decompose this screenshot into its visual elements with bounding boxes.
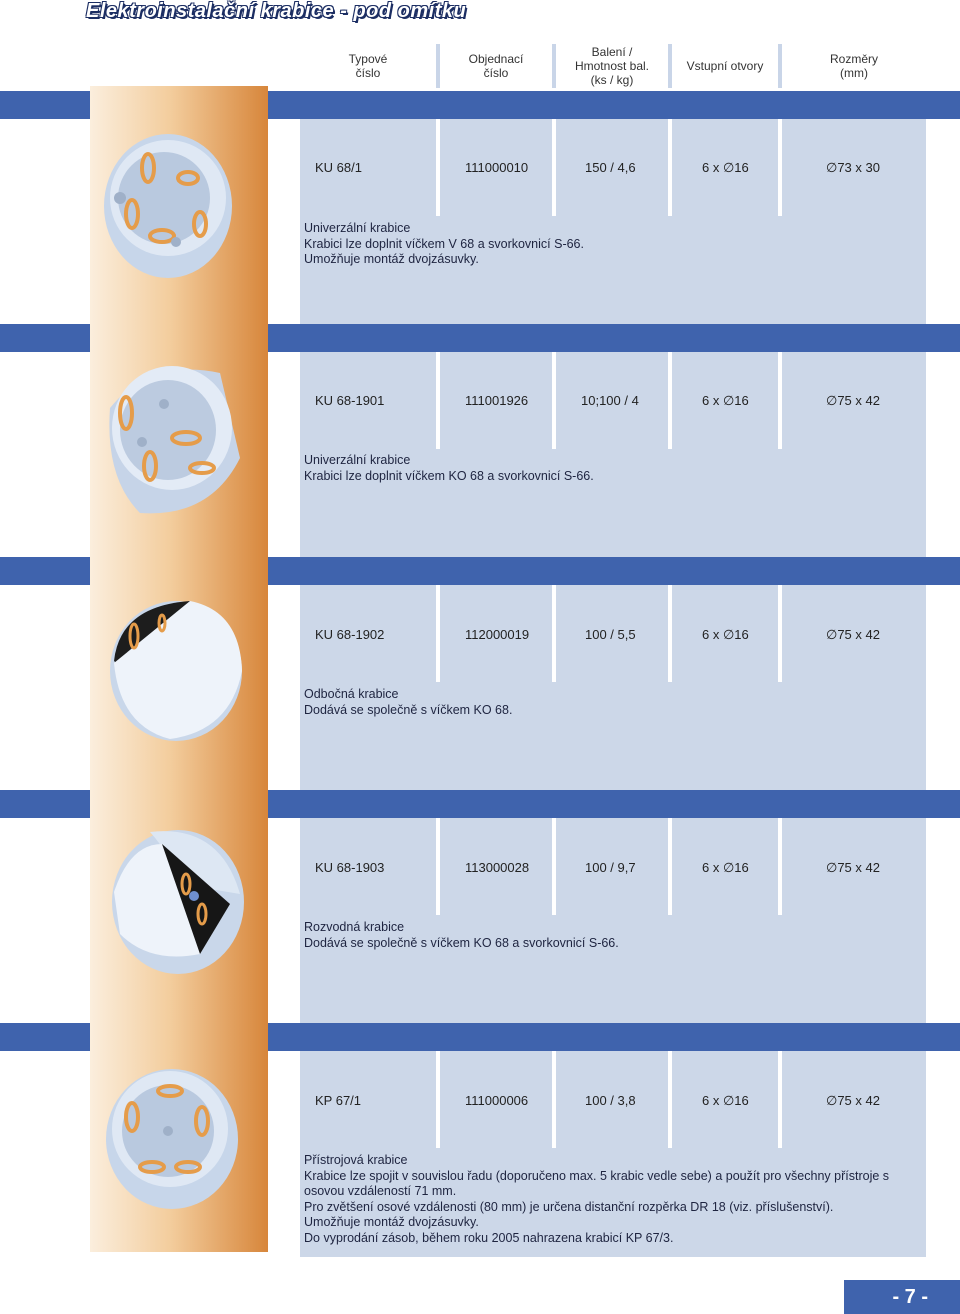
column-divider [552, 352, 556, 449]
product-description [304, 920, 919, 951]
packaging: 100 / 5,5 [585, 627, 636, 642]
packaging: 10;100 / 4 [581, 393, 639, 408]
description-line: Univerzální krabice [304, 453, 411, 467]
product-photo [90, 318, 268, 553]
type-number: KP 67/1 [315, 1093, 362, 1108]
column-divider [436, 1051, 440, 1148]
type-number: KU 68-1903 [315, 860, 385, 875]
page-title: Elektroinstalační krabice - pod omítku [86, 0, 467, 22]
column-divider [668, 585, 672, 682]
description-line: Univerzální krabice [304, 221, 411, 235]
description-line: Krabici lze doplnit víčkem V 68 a svorkovnicí S-66. [304, 236, 584, 251]
order-number: 111001926 [465, 393, 529, 408]
column-divider [778, 585, 782, 682]
product-photo [90, 551, 268, 786]
header-inlets: Vstupní otvory [686, 59, 764, 73]
packaging: 100 / 3,8 [585, 1093, 636, 1108]
column-divider [668, 352, 672, 449]
column-divider [778, 119, 782, 216]
description-line: Do vyprodání zásob, během roku 2005 nahrazena krabicí KP 67/3. [304, 1230, 674, 1245]
description-line: Krabici lze doplnit víčkem KO 68 a svorkovnicí S-66. [304, 468, 594, 483]
type-number: KU 68-1901 [315, 393, 385, 408]
dimensions: ∅75 x 42 [826, 860, 880, 875]
type-number: KU 68-1902 [315, 627, 385, 642]
product-photo [90, 784, 268, 1019]
description-line: Pro zvětšení osové vzdálenosti (80 mm) je určena distanční rozpěrka DR 18 (viz. příslušenství). [304, 1199, 834, 1214]
order-number: 111000006 [465, 1093, 529, 1108]
header-order-number: Objednací číslo [468, 52, 524, 80]
column-divider [436, 585, 440, 682]
inlets: 6 x ∅16 [702, 860, 749, 875]
description-line: Odbočná krabice [304, 687, 399, 701]
packaging: 150 / 4,6 [585, 160, 636, 175]
product-description [304, 687, 919, 718]
packaging: 100 / 9,7 [585, 860, 636, 875]
order-number: 111000010 [465, 160, 529, 175]
header-type-number: Typové číslo [348, 52, 388, 80]
description-line: Umožňuje montáž dvojzásuvky. [304, 252, 479, 266]
description-line: Přístrojová krabice [304, 1153, 408, 1167]
column-divider [778, 352, 782, 449]
header-dimensions: Rozměry (mm) [829, 52, 878, 80]
column-divider [552, 818, 556, 915]
product-description [304, 1153, 919, 1246]
product-description [304, 221, 919, 268]
column-divider [668, 119, 672, 216]
header-packaging: Balení / Hmotnost bal. (ks / kg) [574, 45, 650, 87]
product-description [304, 453, 919, 484]
description-line: Dodává se společně s víčkem KO 68 a svorkovnicí S-66. [304, 935, 619, 950]
column-divider [552, 585, 556, 682]
description-line: Dodává se společně s víčkem KO 68. [304, 702, 513, 717]
column-divider [436, 119, 440, 216]
inlets: 6 x ∅16 [702, 160, 749, 175]
column-divider [778, 818, 782, 915]
page-number: - 7 - [844, 1280, 960, 1314]
description-line: Krabice lze spojit v souvislou řadu (doporučeno max. 5 krabic vedle sebe) a použít pro všechny přístroje s osovou vzdáleností 71 mm. [304, 1168, 890, 1198]
column-divider [552, 1051, 556, 1148]
column-divider [668, 1051, 672, 1148]
description-line: Umožňuje montáž dvojzásuvky. [304, 1215, 479, 1229]
description-line: Rozvodná krabice [304, 920, 405, 934]
dimensions: ∅75 x 42 [826, 627, 880, 642]
dimensions: ∅73 x 30 [826, 160, 880, 175]
order-number: 113000028 [465, 860, 530, 875]
column-divider [436, 352, 440, 449]
product-photo [90, 86, 268, 321]
column-divider [436, 818, 440, 915]
column-divider [668, 818, 672, 915]
dimensions: ∅75 x 42 [826, 393, 880, 408]
inlets: 6 x ∅16 [702, 1093, 749, 1108]
type-number: KU 68/1 [315, 160, 362, 175]
order-number: 112000019 [465, 627, 530, 642]
column-divider [552, 119, 556, 216]
column-divider [778, 1051, 782, 1148]
product-photo [90, 1017, 268, 1252]
inlets: 6 x ∅16 [702, 393, 749, 408]
dimensions: ∅75 x 42 [826, 1093, 880, 1108]
inlets: 6 x ∅16 [702, 627, 749, 642]
